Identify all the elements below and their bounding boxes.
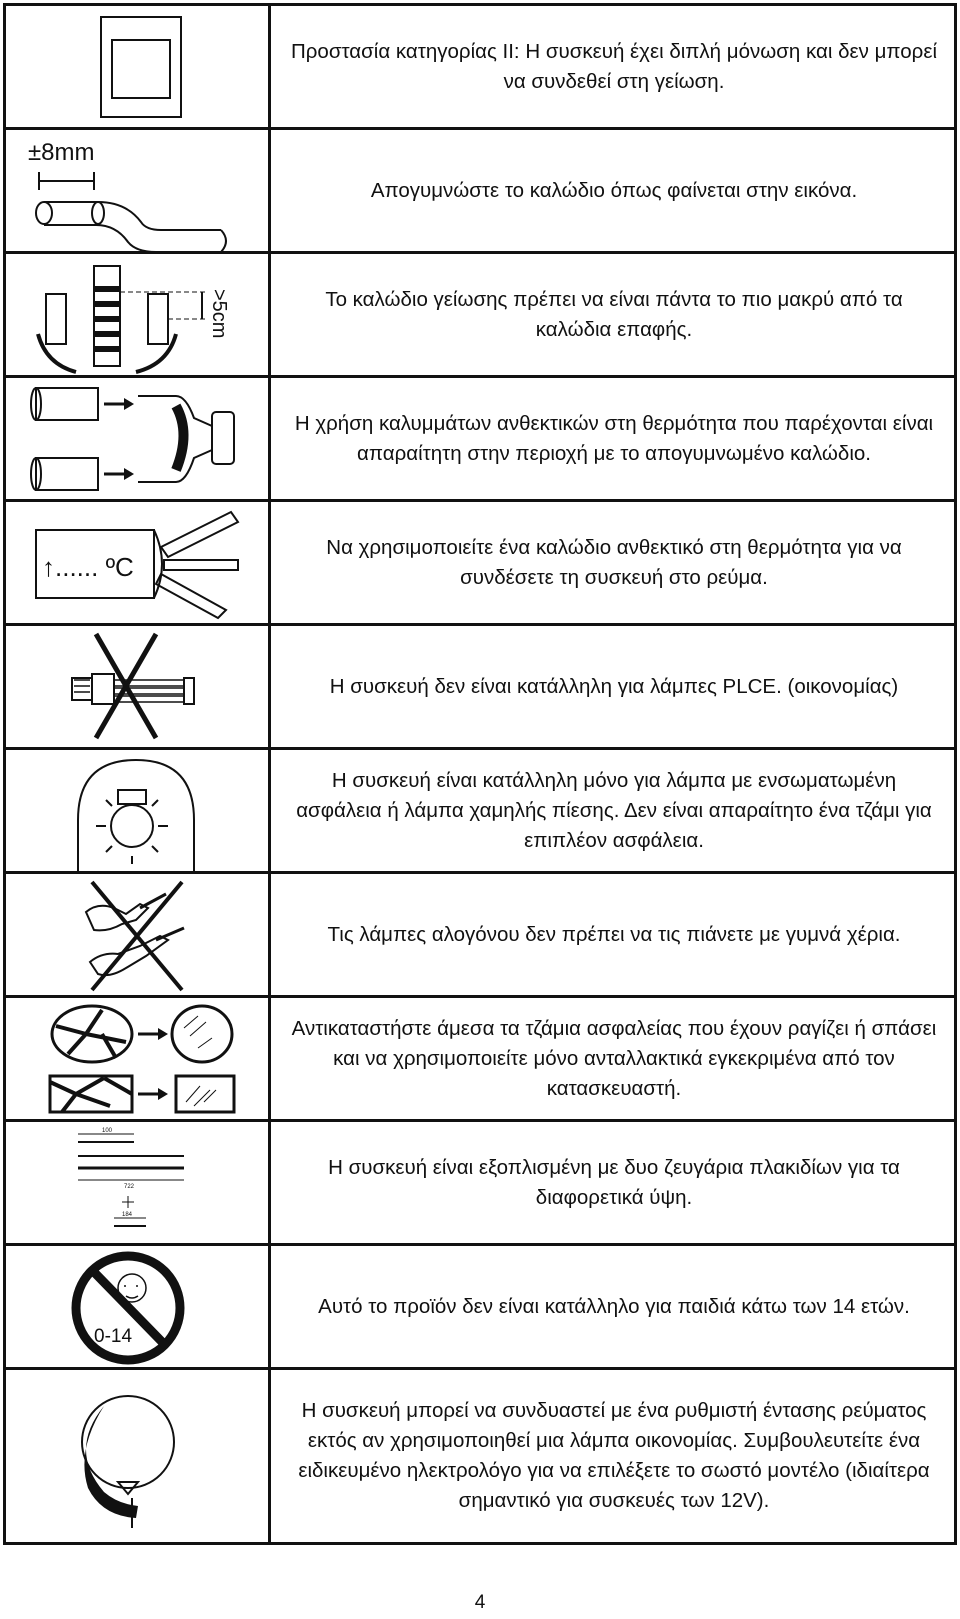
plate-dimension-2: 722 <box>124 1184 135 1190</box>
page-number: 4 <box>474 1592 486 1613</box>
row-text: Η συσκευή είναι κατάλληλη μόνο για λάμπα με ενσωματωμένη ασφάλεια ή λάμπα χαμηλής πίεσης. Δεν είναι απαραίτητο ένα τζάμι για επιπλέον ασφάλεια. <box>296 768 932 852</box>
table-row <box>6 1122 954 1243</box>
icon-cell <box>6 1370 271 1542</box>
row-text: Αυτό το προϊόν δεν είναι κατάλληλο για παιδιά κάτω των 14 ετών. <box>318 1294 910 1318</box>
no-bare-hands-halogen-icon <box>6 874 268 995</box>
safety-symbols-table <box>3 3 957 1545</box>
table-row <box>6 130 954 251</box>
table-row <box>6 998 954 1119</box>
earth-wire-longer-icon <box>6 254 268 375</box>
icon-cell <box>6 626 271 747</box>
mounting-plates-icon <box>6 1122 268 1243</box>
earth-length-label: >5cm <box>208 289 230 339</box>
table-row <box>6 378 954 499</box>
row-text: Το καλώδιο γείωσης πρέπει να είναι πάντα το πιο μακρύ από τα καλώδια επαφής. <box>325 287 903 341</box>
table-row <box>6 1370 954 1542</box>
temperature-label: ↑...... ºC <box>42 552 134 582</box>
plate-dimension-1: 100 <box>102 1128 113 1134</box>
table-row <box>6 626 954 747</box>
icon-cell <box>6 998 271 1119</box>
age-label: 0-14 <box>94 1326 133 1347</box>
table-row <box>6 874 954 995</box>
table-row <box>6 502 954 623</box>
row-text: Αντικαταστήστε άμεσα τα τζάμια ασφαλείας που έχουν ραγίζει ή σπάσει και να χρησιμοποιείτε μόνο ανταλλακτικά εγκεκριμένα από τον κατασκευαστή. <box>291 1016 937 1100</box>
heat-resistant-cable-icon <box>6 502 268 623</box>
icon-cell <box>6 750 271 871</box>
table-row <box>6 1246 954 1367</box>
icon-cell <box>6 130 271 251</box>
table-row <box>6 254 954 375</box>
not-for-children-icon <box>6 1246 268 1367</box>
dimmer-compatible-icon <box>6 1370 268 1542</box>
row-text: Να χρησιμοποιείτε ένα καλώδιο ανθεκτικό στη θερμότητα για να συνδέσετε τη συσκευή στο ρεύμα. <box>326 535 902 589</box>
replace-cracked-glass-icon <box>6 998 268 1119</box>
icon-cell <box>6 1122 271 1243</box>
row-text: Η χρήση καλυμμάτων ανθεκτικών στη θερμότητα που παρέχονται είναι απαραίτητη στην περιοχή με το απογυμνωμένο καλώδιο. <box>294 411 934 465</box>
icon-cell <box>6 1246 271 1367</box>
row-text: Τις λάμπες αλογόνου δεν πρέπει να τις πιάνετε με γυμνά χέρια. <box>327 922 901 946</box>
row-text: Η συσκευή δεν είναι κατάλληλη για λάμπες PLCE. (οικονομίας) <box>329 674 899 698</box>
row-text: Η συσκευή είναι εξοπλισμένη με δυο ζευγάρια πλακιδίων για τα διαφορετικά ύψη. <box>328 1155 900 1209</box>
icon-cell <box>6 378 271 499</box>
heat-resistant-sleeves-icon <box>6 378 268 499</box>
class-ii-double-insulation-icon <box>6 6 268 127</box>
self-shielded-lamp-icon <box>6 750 268 871</box>
row-text: Προστασία κατηγορίας ΙΙ: Η συσκευή έχει διπλή μόνωση και δεν μπορεί να συνδεθεί στη γείωση. <box>290 39 938 93</box>
table-row <box>6 750 954 871</box>
icon-cell <box>6 502 271 623</box>
icon-cell <box>6 874 271 995</box>
no-plce-lamp-icon <box>6 626 268 747</box>
strip-length-label: ±8mm <box>28 139 95 166</box>
plate-dimension-3: 184 <box>122 1212 133 1218</box>
row-text: Η συσκευή μπορεί να συνδυαστεί με ένα ρυθμιστή έντασης ρεύματος εκτός αν χρησιμοποιηθεί μια λάμπα οικονομίας. Συμβουλευτείτε ένα ειδικευμένο ηλεκτρολόγο για να επιλέξετε το σωστό μοντέλο (ιδιαίτερα σημαντικό για συσκευές των 12V). <box>298 1399 930 1512</box>
icon-cell <box>6 6 271 127</box>
icon-cell <box>6 254 271 375</box>
table-row <box>6 6 954 127</box>
strip-cable-icon <box>6 130 268 251</box>
row-text: Απογυμνώστε το καλώδιο όπως φαίνεται στην εικόνα. <box>370 178 858 202</box>
